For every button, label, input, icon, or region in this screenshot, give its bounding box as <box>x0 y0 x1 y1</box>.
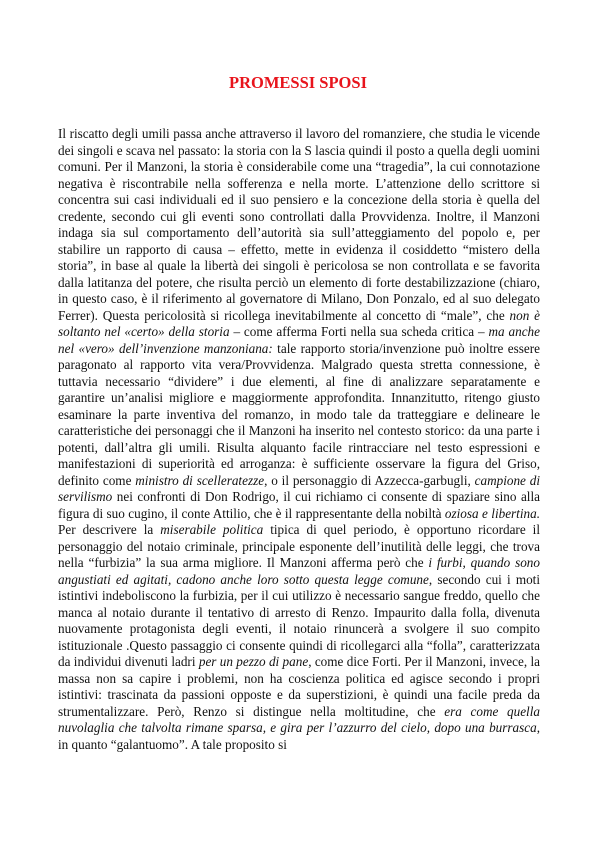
italic-quote: ma anche nel «vero» dell’invenzione manzoniana: <box>58 324 540 356</box>
text-run: , in quanto “galantuomo”. A tale proposito si <box>58 720 540 752</box>
italic-quote: ministro di scelleratezze <box>135 472 265 488</box>
text-run: , o il personaggio di Azzecca-garbugli, <box>264 472 475 488</box>
text-run: nei confronti di Don Rodrigo, il cui richiamo ci consente di spaziare sino alla figura di suo cugino, il conte Attilio, che è il rappresentante della nobiltà <box>58 489 540 521</box>
italic-quote: per un pezzo di pane <box>198 654 309 669</box>
text-run: tipica di quel periodo, è opportuno ricordare il personaggio del notaio criminale, principale esponente dell’inutilità delle leggi, che trova nella “furbizia” la sua arma migliore. Il Manzoni afferma però che <box>58 522 540 570</box>
italic-quote: non è soltanto nel «certo» della storia <box>58 307 540 339</box>
text-run: Per descrivere la <box>58 522 161 537</box>
text-run: , secondo cui i moti istintivi indeboliscono la furbizia, per il cui utilizzo è necessario sangue freddo, quello che manca al notaio durante il tentativo di arresto di Renzo. Impaurito dalla folla, divenuta nuovamente protagonista degli eventi, il notaio rinuncerà a svolgere il suo compito istituzionale .Questo passaggio ci consente quindi di ricollegarci alla “folla”, caratterizzata da individui divenuti ladri <box>58 571 540 669</box>
body-paragraph <box>58 126 540 753</box>
document-title: PROMESSI SPOSI <box>229 73 367 92</box>
italic-quote: i furbi, quando sono angustiati ed agitati, cadono anche loro sotto questa legge comune <box>58 555 540 587</box>
italic-quote: miserabile politica <box>160 522 264 537</box>
text-run: , come dice Forti. Per il Manzoni, invece, la massa non sa capire i problemi, non ha coscienza politica ed agisce secondo i propri istintivi: trascinata da passioni opposte e da superstizioni, è quindi una facile preda da strumentalizzare. Però, Renzo si distingue nella moltitudine, che <box>58 654 540 719</box>
italic-quote: campione di servilismo <box>58 472 540 504</box>
text-run: – come afferma Forti nella sua scheda critica – <box>229 324 489 339</box>
text-run: Il riscatto degli umili passa anche attraverso il lavoro del romanziere, che studia le vicende dei singoli e scava nel passato: la storia con la S lascia quindi il posto a quella degli uomini comuni. Per il Manzoni, la storia è considerabile come una “tragedia”, la cui connotazione negativa è riscontrabile nella sofferenza e nella morte. L’attenzione dello scrittore si concentra sui casi individuali ed il suo pensiero e la concezione della storia è quella del credente, secondo cui gli eventi sono controllati dalla Provvidenza. Inoltre, il Manzoni indaga sia sul comportamento dell’autorità sia sull’atteggiamento del popolo e, per stabilire un rapporto di causa – effetto, mette in evidenza il cosiddetto “mistero della storia”, in base al quale la libertà dei singoli è pericolosa se non controllata e se favorita dalla latitanza del potere, che risulta perciò un elemento di forte destabilizzazione (chiaro, in questo caso, è il riferimento al governatore di Milano, Don Ponzalo, ed al suo delegato Ferrer). Questa pericolosità si ricollega inevitabilmente al concetto di “male”, che <box>58 126 540 323</box>
text-run: tale rapporto storia/invenzione può inoltre essere paragonato al rapporto vita vera/Provvidenza. Malgrado questa stretta connessione, è tuttavia necessario “dividere” i due elementi, al fine di analizzare separatamente e garantire un’analisi migliore e maggiormente approfondita. Innanzitutto, ritengo giusto esaminare la parte inventiva del romanzo, in modo tale da tratteggiare e delineare le caratteristiche dei personaggi che il Manzoni ha inserito nel contesto storico: da una parte i potenti, dall’altra gli umili. Risulta alquanto facile rintracciare nel testo espressioni e manifestazioni di superiorità ed arroganza: è sufficiente osservare la figura del Griso, definito come <box>58 340 540 488</box>
italic-quote: oziosa e libertina. <box>444 505 540 521</box>
italic-quote: era come quella nuvolaglia che talvolta rimane sparsa, e gira per l’azzurro del cielo, dopo una burrasca <box>58 703 540 735</box>
